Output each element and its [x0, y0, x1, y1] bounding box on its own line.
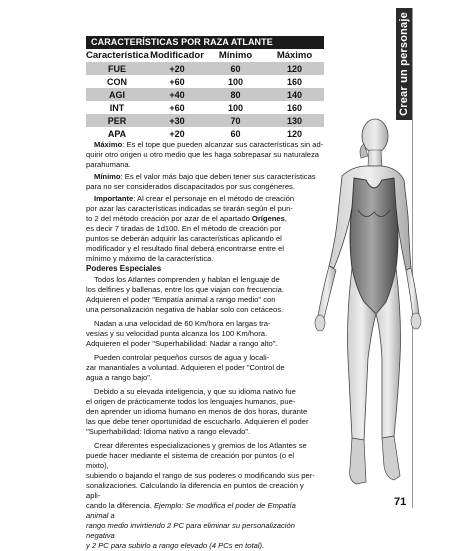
page-number: 71 [394, 496, 407, 508]
text-line: para no ser considerados discapacitados por sus congéneres. [86, 182, 295, 191]
table-cell: CON [107, 76, 127, 87]
table-cell: +60 [169, 76, 185, 87]
table-title: CARACTERÍSTICAS POR RAZA ATLANTE [86, 36, 324, 49]
table-cell: INT [109, 102, 125, 113]
text-line: los delfines y ballenas, entre los que viajan con frecuencia. [86, 285, 284, 294]
atlantean-figure-illustration [282, 118, 432, 503]
column-header: Característica [86, 50, 149, 61]
example-text: y 2 PC para subirlo a rango elevado (4 PCs en total). [86, 541, 265, 550]
table-cell: 70 [206, 114, 265, 127]
text-line: vesías y su velocidad punta alcanza los 100 Km/hora. [86, 329, 268, 338]
origenes-reference: Orígenes [251, 214, 285, 223]
text-line: las que debe tener oportunidad de escucharlo. Adquieren el poder [86, 417, 309, 426]
table-cell: 80 [206, 88, 265, 101]
term-maximo: Máximo [94, 140, 123, 149]
text-line: modificador y el resultado final deberá encontrarse entre el [86, 244, 284, 253]
table-row [86, 75, 324, 88]
text-line: zar manantiales a voluntad. Adquieren el poder "Control de [86, 363, 285, 372]
text-line: Adquieren el poder "Superhabilidad: Nadar a rango alto". [86, 339, 278, 348]
table-cell: +60 [169, 102, 185, 113]
text-line: Crear diferentes especializaciones y gremios de los Atlantes se [94, 441, 307, 450]
table-row [86, 88, 324, 101]
text-line: subiendo o bajando el rango de sus poderes o modificando sus per- [86, 471, 315, 480]
table-cell: 130 [265, 114, 324, 127]
table-cell: 60 [230, 128, 241, 139]
text-line: den aprender un idioma humano en menos de dos horas, durante [86, 407, 308, 416]
table-cell: +20 [148, 62, 206, 75]
text-line: sonalizaciones. Calculando la diferencia en puntos de creación y apli- [86, 481, 304, 500]
section-heading-poderes: Poderes Especiales [86, 264, 162, 273]
text-line: cando la diferencia. [86, 501, 154, 510]
table-cell: 60 [206, 62, 265, 75]
table-cell: +40 [148, 88, 206, 101]
text-line: "Superhabilidad: Idioma nativo a rango elevado". [86, 427, 251, 436]
column-header: Máximo [276, 50, 313, 61]
text-line: : Es el valor más bajo que deben tener sus características [120, 172, 316, 181]
table-cell: 140 [265, 88, 324, 101]
text-line: puntos se deberán adquirir las características aplicando el [86, 234, 282, 243]
text-line: Nadan a una velocidad de 60 Km/hora en largas tra- [94, 319, 271, 328]
text-line: quirir otro origen u otro medio que les haga sobrepasar su naturaleza [86, 150, 320, 159]
column-header: Mínimo [218, 50, 253, 61]
table-cell: +20 [169, 128, 185, 139]
text-line: to 2 del método creación por azar de el apartado [86, 214, 252, 223]
text-line: es decir 7 tiradas de 1d100. En el método de creación por [86, 224, 282, 233]
term-importante: Importante [94, 194, 134, 203]
table-header-row [86, 49, 324, 62]
table-cell: 120 [286, 128, 303, 139]
text-line: por azar las características indicadas se tirarán según el pun- [86, 204, 293, 213]
chapter-side-tab [396, 8, 412, 120]
text-line: agua a rango bajo". [86, 373, 153, 382]
text-line: Pueden controlar pequeños cursos de agua y locali- [94, 353, 270, 362]
table-cell: 160 [286, 102, 303, 113]
text-line: puede hacer mediante el sistema de creación por puntos (o el mixto), [86, 451, 295, 470]
term-minimo: Mínimo [94, 172, 121, 181]
example-text: Ejemplo: Se modifica el poder de Empatía animal a [86, 501, 296, 520]
text-line: Todos los Atlantes comprenden y hablan el lenguaje de [94, 275, 280, 284]
table-cell: 120 [265, 62, 324, 75]
text-line: el origen de prácticamente todos los lenguajes humanos, pue- [86, 397, 296, 406]
table-cell: FUE [86, 62, 148, 75]
text-line: , [284, 214, 287, 223]
text-line: mínimo y máximo de la característica. [86, 254, 214, 263]
column-header: Modificador [150, 50, 204, 61]
table-cell: APA [107, 128, 127, 139]
text-line: una personalización negativa de hablar solo con cetáceos. [86, 305, 284, 314]
table-cell: 100 [227, 102, 244, 113]
example-text: rango medio invirtiendo 2 PC para eliminar su personalización negativa [86, 521, 295, 540]
table-cell: 160 [286, 76, 303, 87]
text-line: : Es el tope que pueden alcanzar sus características sin ad- [122, 140, 324, 149]
chapter-title: Crear un personaje [398, 12, 410, 116]
text-line: Debido a su elevada inteligencia, y que su idioma nativo fue [94, 387, 296, 396]
text-line: : Al crear el personaje en el método de creación [133, 194, 295, 203]
text-line: parahumana. [86, 160, 131, 169]
table-row [86, 101, 324, 114]
table-cell: PER [86, 114, 148, 127]
table-cell: AGI [86, 88, 148, 101]
table-row [86, 62, 324, 75]
table-cell: +30 [148, 114, 206, 127]
table-cell: 100 [227, 76, 244, 87]
text-line: Adquieren el poder "Empatía animal a rango medio" con [86, 295, 276, 304]
